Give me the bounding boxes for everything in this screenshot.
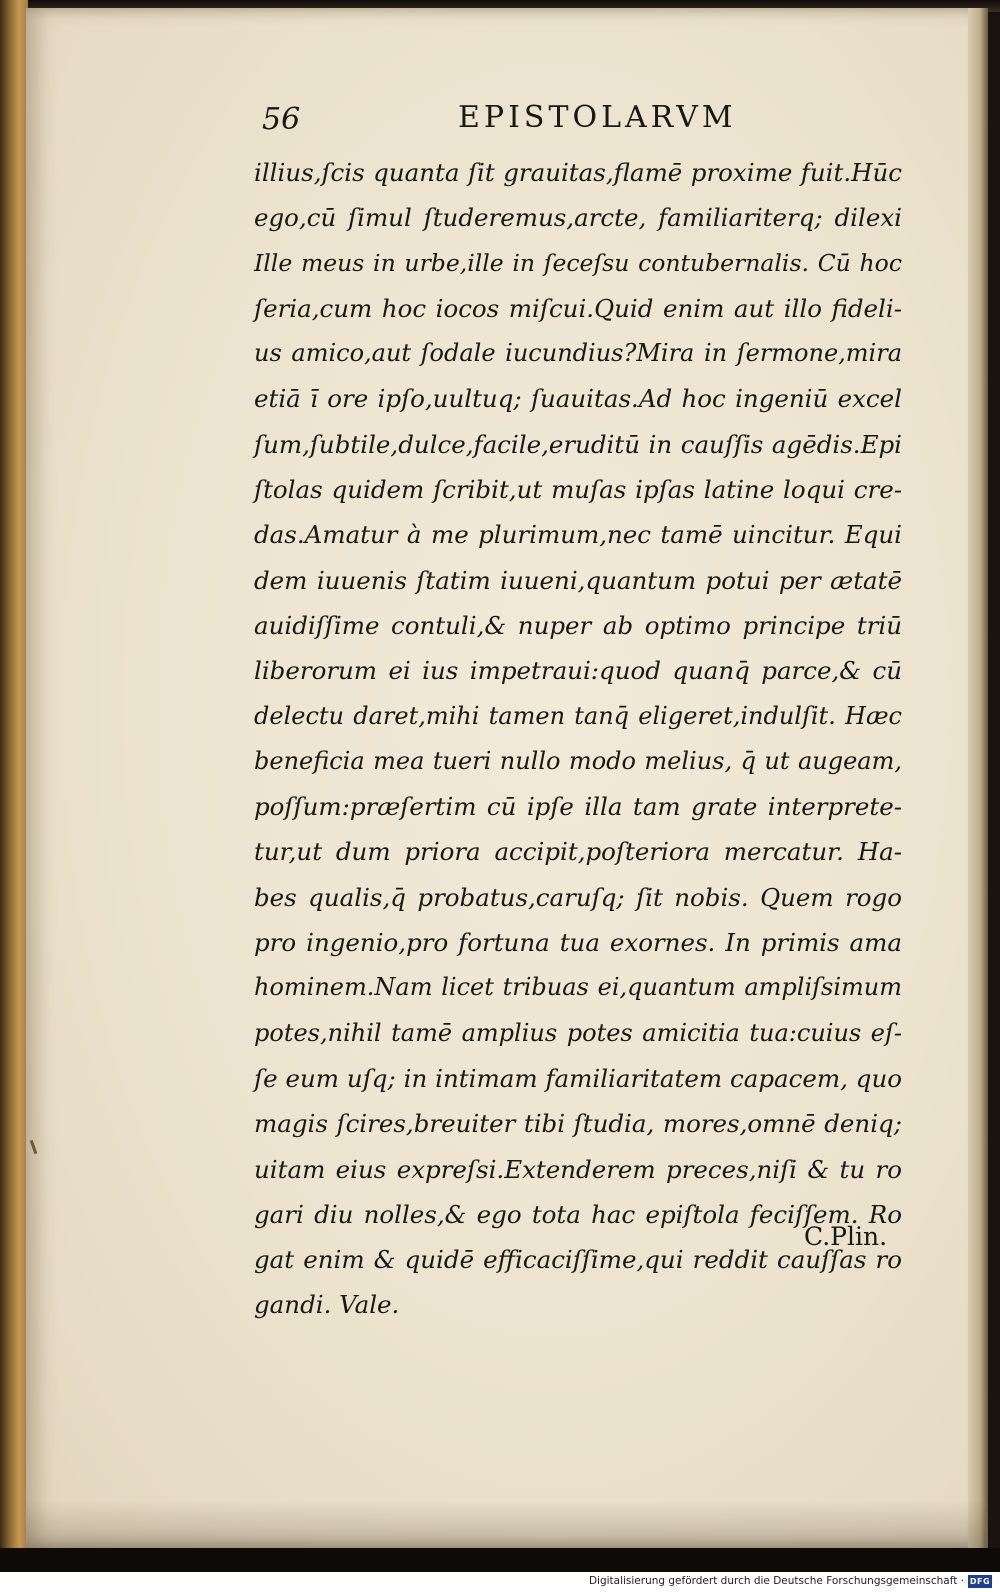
text-line: us amico,aut ſodale iucundius?Mira in ſermone,mira bbox=[254, 339, 902, 368]
text-line: gandi. Vale. bbox=[254, 1290, 400, 1320]
page-shadow bbox=[26, 1500, 986, 1548]
text-line: gari diu nolles,& ego tota hac epiſtola feciſſem. Ro bbox=[254, 1199, 902, 1229]
text-line: ſeria,cum hoc iocos miſcui.Quid enim aut illo fideli- bbox=[254, 293, 902, 323]
dfg-logo: DFG bbox=[969, 1577, 991, 1586]
text-line: liberorum ei ius impetraui:quod quanq̄ parce,& cū bbox=[254, 656, 902, 686]
text-line: tur,ut dum priora accipit,poſteriora mercatur. Ha- bbox=[254, 837, 902, 867]
text-line: uitam eius expreſsi.Extenderem preces,niſi & tu ro bbox=[254, 1154, 902, 1184]
text-line: das.Amatur à me plurimum,nec tamē uincitur. Equi bbox=[254, 520, 902, 550]
binding-spine bbox=[0, 0, 28, 1550]
text-line: potes,nihil tamē amplius potes amicitia tua:cuius eſ- bbox=[254, 1018, 902, 1047]
text-line: auidiſſime contuli,& nuper ab optimo principe triū bbox=[254, 610, 902, 640]
scan-bottom-border bbox=[0, 1548, 1000, 1572]
text-line: pro ingenio,pro fortuna tua exornes. In primis ama bbox=[254, 928, 902, 958]
letter-body bbox=[254, 150, 902, 1328]
text-line: ſtolas quidem ſcribit,ut muſas ipſas latine loqui cre- bbox=[254, 475, 902, 505]
text-line: etiā ī ore ipſo,uultuq; ſuauitas.Ad hoc ingeniū excel bbox=[254, 384, 902, 414]
text-line: magis ſcires,breuiter tibi ſtudia, mores,omnē deniq; bbox=[254, 1109, 902, 1139]
text-line: beneficia mea tueri nullo modo melius, q̄ ut augeam, bbox=[254, 746, 902, 775]
page-header bbox=[262, 100, 762, 140]
page-number: 56 bbox=[262, 102, 301, 137]
text-line: delectu daret,mihi tamen tanq̄ eligeret,indulſit. Hæc bbox=[254, 701, 902, 730]
text-line: poſſum:præſertim cū ipſe illa tam grate interprete- bbox=[254, 792, 902, 822]
text-line: bes qualis,q̄ probatus,caruſq; ſit nobis. Quem rogo bbox=[254, 882, 902, 912]
text-line: hominem.Nam licet tribuas ei,quantum ampliſsimum bbox=[254, 973, 902, 1002]
text-line: ſum,ſubtile,dulce,facile,eruditū in cauſſis agēdis.Epi bbox=[254, 429, 902, 459]
text-line: ſe eum uſq; in intimam familiaritatem capacem, quo bbox=[254, 1063, 902, 1093]
running-head: EPISTOLARVM bbox=[458, 100, 737, 135]
text-line: illius,ſcis quanta ſit grauitas,flamē proxime fuit.Hūc bbox=[254, 158, 902, 187]
text-line: ego,cū ſimul ſtuderemus,arcte, familiariterq; dilexi bbox=[254, 203, 902, 233]
text-line: dem iuuenis ſtatim iuueni,quantum potui per ætatē bbox=[254, 565, 902, 595]
text-line: gat enim & quidē efficaciſſime,qui reddit cauſſas ro bbox=[254, 1245, 902, 1275]
funding-credit: Digitalisierung gefördert durch die Deutsche Forschungsgemeinschaft · bbox=[588, 1575, 964, 1587]
text-line: Ille meus in urbe,ille in ſeceſsu contubernalis. Cū hoc bbox=[254, 248, 902, 277]
page-edge bbox=[968, 8, 988, 1548]
catchword: C.Plin. bbox=[804, 1222, 888, 1251]
